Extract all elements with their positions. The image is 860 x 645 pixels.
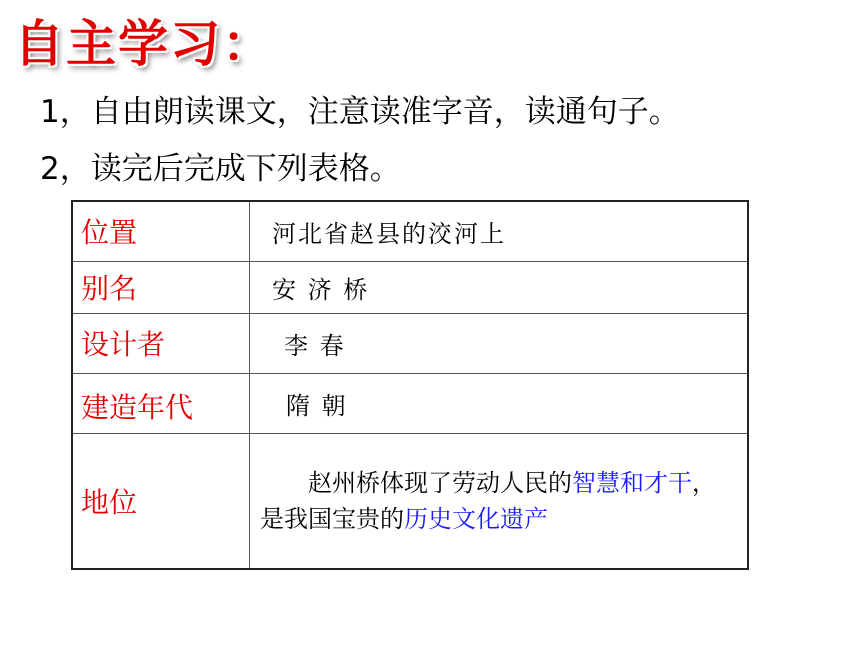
row-value-status [250, 433, 749, 569]
instruction-1: 1，自由朗读课文，注意读准字音，读通句子。 [40, 94, 680, 130]
table-row [72, 261, 748, 313]
status-description [250, 465, 747, 537]
status-highlight-heritage: 历史文化遗产 [404, 504, 548, 533]
row-value-era [250, 373, 749, 433]
table-row [72, 313, 748, 373]
instruction-2: 2，读完后完成下列表格。 [40, 151, 401, 187]
designer-value: 李 春 [284, 331, 346, 360]
row-label-status: 地位 [72, 433, 250, 569]
row-label-designer: 设计者 [72, 313, 250, 373]
row-label-location: 位置 [72, 201, 250, 261]
page-title: 自主学习： [14, 15, 274, 73]
status-highlight-wisdom: 智慧和才干 [572, 468, 692, 497]
table-row [72, 433, 748, 569]
row-label-alias: 别名 [72, 261, 250, 313]
status-text-1: 赵州桥体现了劳动人民的 [308, 468, 572, 497]
info-table [71, 200, 749, 570]
status-text-2: ，是我国宝贵的 [260, 468, 716, 533]
location-value: 河北省赵县的洨河上 [272, 219, 506, 248]
era-value: 隋 朝 [286, 391, 348, 420]
table-row [72, 201, 748, 261]
row-value-location [250, 201, 749, 261]
row-value-designer [250, 313, 749, 373]
alias-value: 安 济 桥 [272, 275, 370, 304]
table-row [72, 373, 748, 433]
row-label-era: 建造年代 [72, 373, 250, 433]
row-value-alias [250, 261, 749, 313]
